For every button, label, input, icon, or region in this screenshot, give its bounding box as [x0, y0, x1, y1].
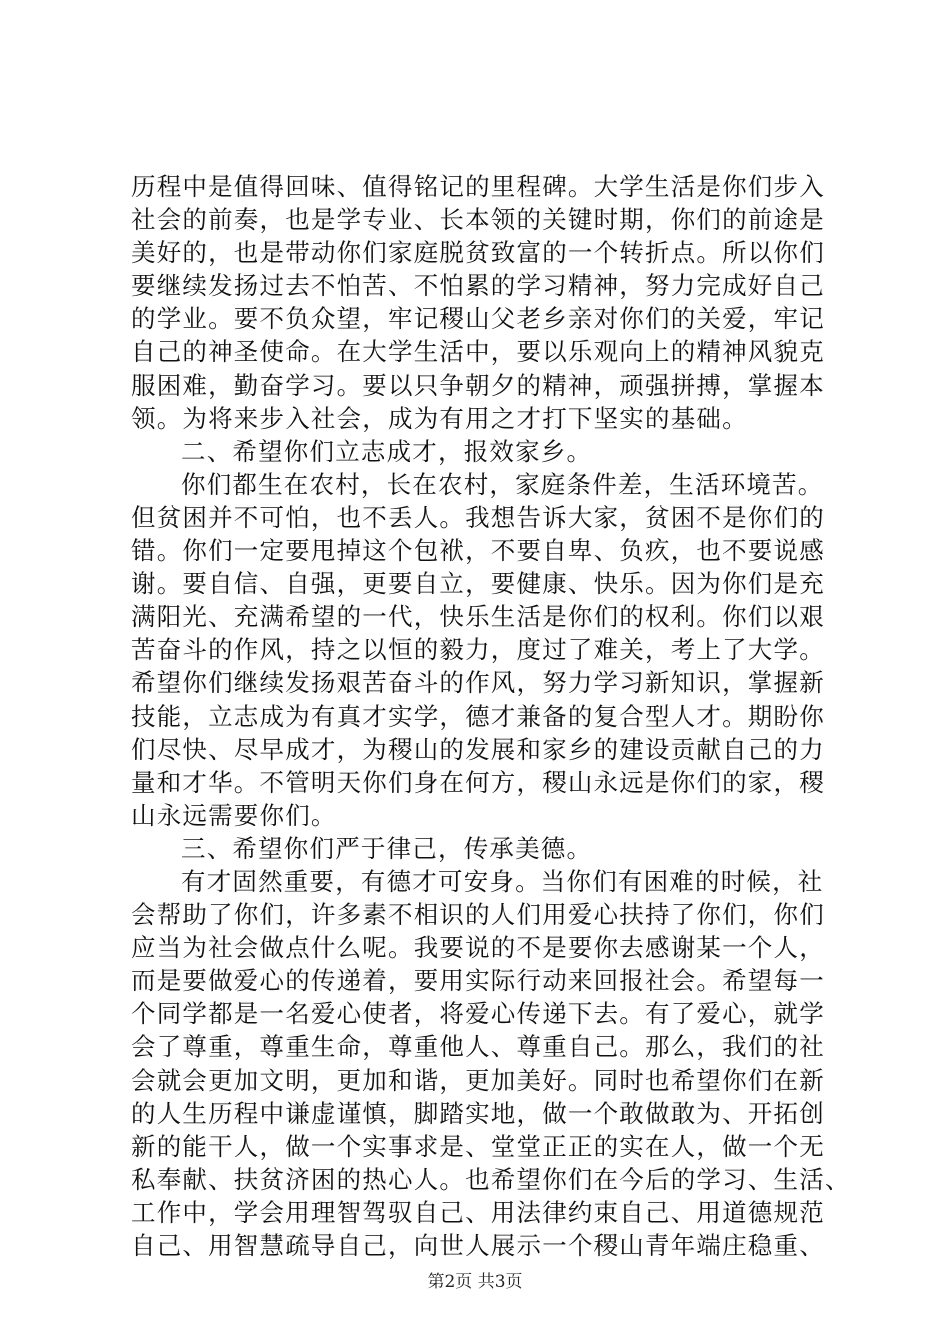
text-line: 你们都生在农村，长在农村，家庭条件差，生活环境苦。 — [181, 469, 824, 499]
text-line: 要继续发扬过去不怕苦、不怕累的学习精神，努力完成好自己 — [131, 271, 825, 301]
text-line: 自己的神圣使命。在大学生活中，要以乐观向上的精神风貌克 — [131, 337, 825, 367]
text-line: 错。你们一定要甩掉这个包袱，不要自卑、负疚，也不要说感 — [131, 536, 825, 566]
page-indicator: 第2页 共3页 — [427, 1272, 523, 1292]
text-line: 有才固然重要，有德才可安身。当你们有困难的时候，社 — [181, 866, 824, 896]
text-line: 个同学都是一名爱心使者，将爱心传递下去。有了爱心，就学 — [131, 999, 825, 1029]
text-line: 满阳光、充满希望的一代，快乐生活是你们的权利。你们以艰 — [131, 602, 825, 632]
text-line: 新的能干人，做一个实事求是、堂堂正正的实在人，做一个无 — [131, 1131, 825, 1161]
text-line: 会就会更加文明，更加和谐，更加美好。同时也希望你们在新 — [131, 1065, 825, 1095]
text-line: 希望你们继续发扬艰苦奋斗的作风，努力学习新知识，掌握新 — [131, 668, 825, 698]
text-line: 而是要做爱心的传递着，要用实际行动来回报社会。希望每一 — [131, 966, 825, 996]
text-line: 量和才华。不管明天你们身在何方，稷山永远是你们的家，稷 — [131, 767, 825, 797]
text-line: 们尽快、尽早成才，为稷山的发展和家乡的建设贡献自己的力 — [131, 734, 825, 764]
text-line: 服困难，勤奋学习。要以只争朝夕的精神，顽强拼搏，掌握本 — [131, 370, 825, 400]
text-line: 山永远需要你们。 — [131, 800, 337, 830]
body-text — [131, 170, 851, 1262]
text-line: 应当为社会做点什么呢。我要说的不是要你去感谢某一个人， — [131, 933, 825, 963]
text-line: 会帮助了你们，许多素不相识的人们用爱心扶持了你们，你们 — [131, 900, 825, 930]
text-line: 的人生历程中谦虚谨慎，脚踏实地，做一个敢做敢为、开拓创 — [131, 1098, 825, 1128]
text-line: 自己、用智慧疏导自己，向世人展示一个稷山青年端庄稳重、 — [131, 1231, 825, 1260]
text-line: 谢。要自信、自强，更要自立，要健康、快乐。因为你们是充 — [131, 569, 825, 599]
text-line: 美好的，也是带动你们家庭脱贫致富的一个转折点。所以你们 — [131, 238, 825, 268]
text-line: 会了尊重，尊重生命，尊重他人、尊重自己。那么，我们的社 — [131, 1032, 825, 1062]
text-line: 历程中是值得回味、值得铭记的里程碑。大学生活是你们步入 — [131, 172, 825, 201]
text-line: 的学业。要不负众望，牢记稷山父老乡亲对你们的关爱，牢记 — [131, 304, 825, 334]
page-footer — [0, 1267, 950, 1292]
text-line: 领。为将来步入社会，成为有用之才打下坚实的基础。 — [131, 403, 748, 433]
text-line: 三、希望你们严于律己，传承美德。 — [181, 833, 593, 863]
text-line: 技能，立志成为有真才实学，德才兼备的复合型人才。期盼你 — [131, 701, 825, 731]
text-line: 二、希望你们立志成才，报效家乡。 — [181, 436, 593, 466]
text-line: 私奉献、扶贫济困的热心人。也希望你们在今后的学习、生活、 — [131, 1164, 851, 1194]
text-line: 但贫困并不可怕，也不丢人。我想告诉大家，贫困不是你们的 — [131, 502, 825, 532]
text-line: 工作中，学会用理智驾驭自己、用法律约束自己、用道德规范 — [131, 1197, 825, 1227]
text-line: 苦奋斗的作风，持之以恒的毅力，度过了难关，考上了大学。 — [131, 635, 825, 665]
text-line: 社会的前奏，也是学专业、长本领的关键时期，你们的前途是 — [131, 205, 825, 235]
